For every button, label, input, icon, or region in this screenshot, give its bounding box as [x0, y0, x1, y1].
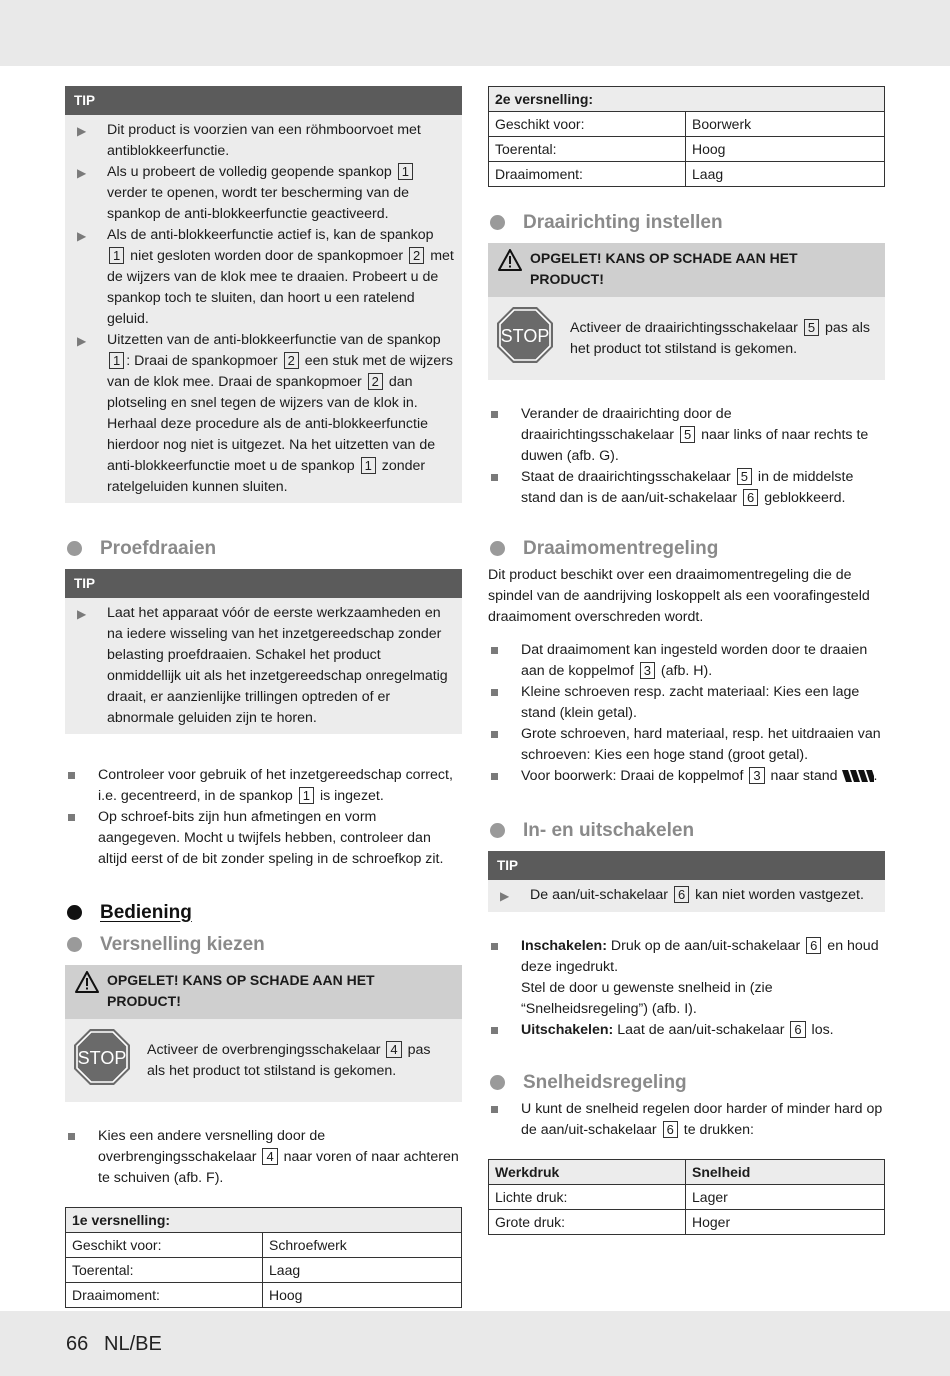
part-number-box: 1 — [398, 163, 413, 180]
square-bullet-icon — [488, 682, 521, 724]
table-row: Draaimoment: Hoog — [66, 1283, 462, 1308]
section-heading-versnelling: Versnelling kiezen — [65, 929, 462, 959]
part-number-box: 5 — [737, 468, 752, 485]
list-item: Controleer voor gebruik of het inzetgereedschap correct, i.e. gecentreerd, in de spankop 1 is ingezet. — [65, 765, 462, 807]
square-bullet-icon — [488, 404, 521, 467]
bullet-list — [488, 936, 885, 1041]
part-number-box: 3 — [749, 767, 764, 784]
tip-box-inuit — [488, 851, 885, 912]
draaimoment-intro: Dit product beschikt over een draaimomentregeling die de spindel van de aandrijving loskoppelt als een voorafingesteld draaimoment overschreden wordt. — [488, 567, 870, 625]
list-item: Voor boorwerk: Draai de koppelmof 3 naar stand . — [488, 766, 885, 789]
bullet-list — [488, 640, 885, 789]
square-bullet-icon — [488, 467, 521, 509]
warning-box-versnelling: OPGELET! KANS OP SCHADE AAN HET PRODUCT! STOP Activeer de overbrengingsschakelaar 4 pas als het product tot stilstand is gekomen. — [65, 965, 462, 1102]
section-heading-inuit: In- en uitschakelen — [488, 815, 885, 845]
part-number-box: 2 — [284, 352, 299, 369]
part-number-box: 1 — [109, 247, 124, 264]
list-item: Inschakelen: Druk op de aan/uit-schakelaar 6 en houd deze ingedrukt. Stel de door u gewenste snelheid in (zie “Snelheidsregeling”) (afb. I). — [488, 936, 885, 1020]
section-heading-snelheid: Snelheidsregeling — [488, 1067, 885, 1097]
square-bullet-icon — [65, 1126, 98, 1189]
warning-header: OPGELET! KANS OP SCHADE AAN HET PRODUCT! — [488, 243, 885, 297]
table-row: Grote druk: Hoger — [489, 1210, 885, 1235]
part-number-box: 2 — [368, 373, 383, 390]
section-heading-draaimoment: Draaimomentregeling — [488, 533, 885, 563]
stop-sign-icon — [496, 306, 562, 371]
footer-band — [0, 1311, 950, 1376]
section-dot-icon — [67, 905, 82, 920]
list-item: Staat de draairichtingsschakelaar 5 in de middelste stand dan is de aan/uit-schakelaar 6 geblokkeerd. — [488, 467, 885, 509]
bullet-list — [488, 404, 885, 509]
page-number: 66 — [66, 1333, 89, 1355]
part-number-box: 6 — [743, 489, 758, 506]
table-row: Geschikt voor: Schroefwerk — [66, 1233, 462, 1258]
list-item: Kies een andere versnelling door de overbrengingsschakelaar 4 naar voren of naar achteren te schuiven (afb. F). — [65, 1126, 462, 1189]
section-dot-icon — [67, 541, 82, 556]
tip-item: ▶ De aan/uit-schakelaar 6 kan niet worden vastgezet. — [500, 885, 877, 907]
part-number-box: 6 — [806, 937, 821, 954]
table-row: Lichte druk: Lager — [489, 1185, 885, 1210]
drill-mode-icon — [842, 768, 874, 789]
square-bullet-icon — [488, 724, 521, 766]
bullet-list — [488, 1099, 885, 1141]
section-heading-bediening: Bediening — [65, 897, 462, 927]
triangle-bullet-icon: ▶ — [77, 334, 87, 348]
part-number-box: 6 — [663, 1121, 678, 1138]
section-heading-draairichting: Draairichting instellen — [488, 207, 885, 237]
table-1e-versnelling — [65, 1207, 462, 1308]
triangle-bullet-icon: ▶ — [77, 607, 87, 621]
section-dot-icon — [490, 823, 505, 838]
list-item: Uitschakelen: Laat de aan/uit-schakelaar 6 los. — [488, 1020, 885, 1041]
part-number-box: 1 — [109, 352, 124, 369]
table-header: Werkdruk — [489, 1160, 686, 1185]
tip-item: ▶ Als u probeert de volledig geopende spankop 1 verder te openen, wordt ter bescherming van de spankop de anti-blokkeerfunctie geactiveerd. — [77, 162, 454, 225]
part-number-box: 6 — [790, 1021, 805, 1038]
section-heading-proefdraaien: Proefdraaien — [65, 533, 462, 563]
table-row: Geschikt voor: Boorwerk — [489, 112, 885, 137]
part-number-box: 5 — [680, 426, 695, 443]
tip-item: ▶ Uitzetten van de anti-blokkeerfunctie van de spankop 1 : Draai de spankopmoer 2 een stuk met de wijzers van de klok mee. Draai de spankopmoer 2 dan plotseling en snel tegen de wijzers van de klok in. Herhaal deze procedure als de anti-blokkeerfunctie hierdoor nog niet is uitgezet. Na het uitzetten van de anti-blokkeerfunctie moet u de spankop 1 zonder ratelgeluiden kunnen sluiten. — [77, 330, 454, 498]
section-dot-icon — [490, 1075, 505, 1090]
part-number-box: 6 — [674, 886, 689, 903]
part-number-box: 4 — [262, 1148, 277, 1165]
bullet-list — [65, 1126, 462, 1189]
tip-box-proefdraaien — [65, 569, 462, 734]
table-row: Toerental: Hoog — [489, 137, 885, 162]
section-dot-icon — [490, 215, 505, 230]
left-column — [65, 86, 462, 1308]
part-number-box: 4 — [386, 1041, 401, 1058]
tip-header: TIP — [488, 851, 885, 880]
table-2e-versnelling — [488, 86, 885, 187]
top-band — [0, 0, 950, 66]
part-number-box: 5 — [804, 319, 819, 336]
triangle-bullet-icon: ▶ — [500, 889, 510, 903]
triangle-bullet-icon: ▶ — [77, 124, 87, 138]
triangle-bullet-icon: ▶ — [77, 166, 87, 180]
square-bullet-icon — [488, 936, 521, 1020]
table-title: 2e versnelling: — [489, 87, 885, 112]
table-title: 1e versnelling: — [66, 1208, 462, 1233]
part-number-box: 1 — [299, 787, 314, 804]
tip-header: TIP — [65, 569, 462, 598]
list-item: Grote schroeven, hard materiaal, resp. het uitdraaien van schroeven: Kies een hoge stand (groot getal). — [488, 724, 885, 766]
section-dot-icon — [67, 937, 82, 952]
section-dot-icon — [490, 541, 505, 556]
warning-triangle-icon — [498, 248, 530, 290]
stop-sign-icon — [73, 1028, 139, 1093]
table-row: Toerental: Laag — [66, 1258, 462, 1283]
triangle-bullet-icon: ▶ — [77, 229, 87, 243]
square-bullet-icon — [65, 765, 98, 807]
square-bullet-icon — [488, 640, 521, 682]
svg-text:STOP: STOP — [500, 326, 550, 346]
table-row: Draaimoment: Laag — [489, 162, 885, 187]
square-bullet-icon — [488, 1099, 521, 1141]
list-item: Verander de draairichting door de draairichtingsschakelaar 5 naar links of naar rechts te duwen (afb. G). — [488, 404, 885, 467]
tip-item: ▶ Laat het apparaat vóór de eerste werkzaamheden en na iedere wisseling van het inzetgereedschap zonder belasting proefdraaien. Schakel het product onmiddellijk uit als het inzetgereedschap onregelmatig draait, er aanzienlijke trillingen optreden of er abnormale geluiden zijn te horen. — [77, 603, 454, 729]
tip-item: ▶ Als de anti-blokkeerfunctie actief is, kan de spankop 1 niet gesloten worden door de spankopmoer 2 met de wijzers van de klok mee te draaien. Probeert u de spankop toch te sluiten, dan hoort u een ratelend geluid. — [77, 225, 454, 330]
tip-item: ▶ Dit product is voorzien van een röhmboorvoet met antiblokkeerfunctie. — [77, 120, 454, 162]
part-number-box: 3 — [640, 662, 655, 679]
bullet-list — [65, 765, 462, 870]
warning-box-draairichting: OPGELET! KANS OP SCHADE AAN HET PRODUCT! STOP Activeer de draairichtingsschakelaar 5 pas als het product tot stilstand is gekomen. — [488, 243, 885, 380]
tip-header: TIP — [65, 86, 462, 115]
square-bullet-icon — [488, 766, 521, 789]
square-bullet-icon — [65, 807, 98, 870]
list-item: Op schroef-bits zijn hun afmetingen en vorm aangegeven. Mocht u twijfels hebben, controleer dan altijd eerst of de bit zonder speling in de schroefkop zit. — [65, 807, 462, 870]
table-header: Snelheid — [686, 1160, 885, 1185]
warning-triangle-icon — [75, 970, 107, 1012]
list-item: Dat draaimoment kan ingesteld worden door te draaien aan de koppelmof 3 (afb. H). — [488, 640, 885, 682]
page-language: NL/BE — [104, 1333, 162, 1355]
tip-box-antiblock — [65, 86, 462, 503]
warning-header: OPGELET! KANS OP SCHADE AAN HET PRODUCT! — [65, 965, 462, 1019]
list-item: U kunt de snelheid regelen door harder of minder hard op de aan/uit-schakelaar 6 te drukken: — [488, 1099, 885, 1141]
list-item: Kleine schroeven resp. zacht materiaal: Kies een lage stand (klein getal). — [488, 682, 885, 724]
part-number-box: 1 — [361, 457, 376, 474]
svg-text:STOP: STOP — [77, 1048, 127, 1068]
part-number-box: 2 — [409, 247, 424, 264]
square-bullet-icon — [488, 1020, 521, 1041]
table-snelheid — [488, 1159, 885, 1235]
right-column — [488, 86, 885, 1235]
